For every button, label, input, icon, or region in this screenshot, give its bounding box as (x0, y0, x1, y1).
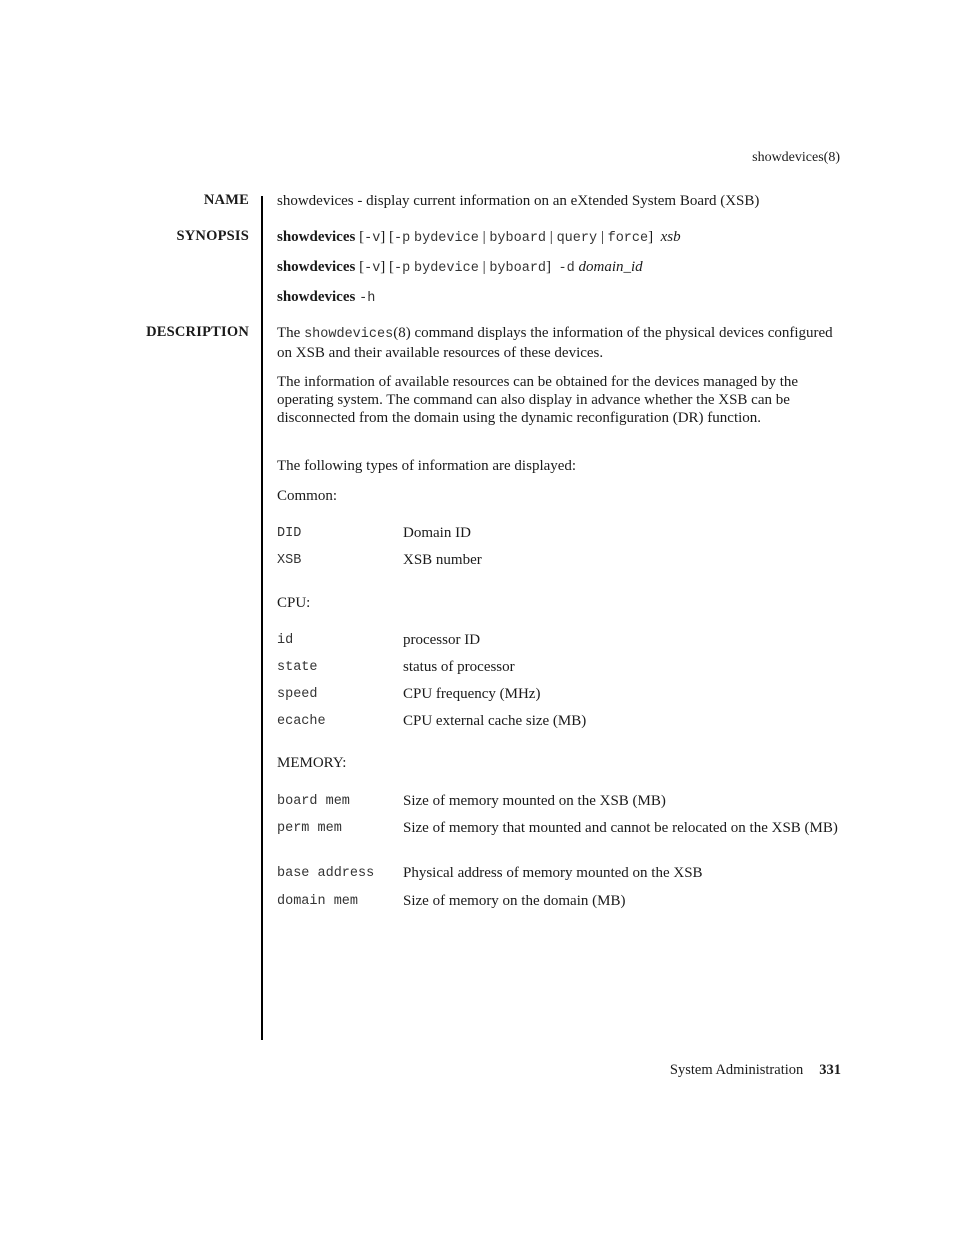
arg-xsb: xsb (660, 229, 681, 245)
definition-term: id (277, 633, 294, 648)
definition-description: CPU external cache size (MB) (403, 713, 587, 729)
definition-description: Size of memory on the domain (MB) (403, 893, 626, 909)
synopsis-text: [ (355, 259, 365, 275)
definition-description: Size of memory that mounted and cannot be relocated on the XSB (MB) (403, 820, 838, 836)
definition-term: XSB (277, 553, 302, 568)
option-d: -d (558, 261, 575, 276)
paragraph-text: (8) command displays the information of the physical devices configured on XSB and their available resources of these devices. (277, 325, 833, 361)
separator: | (478, 259, 490, 275)
synopsis-line-1 (277, 228, 843, 248)
definition-term: speed (277, 687, 318, 702)
definition-description: Size of memory mounted on the XSB (MB) (403, 793, 666, 809)
running-head: showdevices(8) (752, 150, 840, 165)
synopsis-text: ] (546, 259, 552, 275)
separator: | (546, 229, 557, 245)
synopsis-line-2 (277, 258, 843, 278)
arg-byboard: byboard (489, 261, 547, 276)
section-synopsis-label: SYNOPSIS (176, 228, 249, 244)
definition-term: state (277, 660, 318, 675)
separator: | (478, 229, 490, 245)
name-text: showdevices - display current information on an eXtended System Board (XSB) (277, 193, 760, 209)
arg-byboard: byboard (489, 231, 547, 246)
definition-term: base address (277, 866, 375, 881)
definition-description: Domain ID (403, 525, 471, 541)
arg-force: force (607, 231, 649, 246)
synopsis-command: showdevices (277, 259, 356, 275)
synopsis-text: ] [ (380, 259, 395, 275)
definition-description: Physical address of memory mounted on the XSB (403, 865, 703, 881)
definition-description: processor ID (403, 632, 481, 648)
footer-title: System Administration (669, 1062, 804, 1078)
section-description-label: DESCRIPTION (146, 324, 249, 340)
option-v: -v (364, 231, 381, 246)
arg-query: query (556, 231, 598, 246)
description-paragraph-1 (277, 324, 843, 362)
synopsis-command: showdevices (277, 289, 356, 305)
arg-bydevice: bydevice (414, 231, 479, 246)
cpu-heading: CPU: (277, 595, 311, 611)
option-h: -h (359, 291, 376, 306)
option-p: -p (394, 261, 411, 276)
definition-term: DID (277, 526, 302, 541)
arg-domain-id: domain_id (578, 259, 643, 275)
definition-term: ecache (277, 714, 326, 729)
option-v: -v (364, 261, 381, 276)
definition-term: domain mem (277, 894, 359, 909)
definition-description: status of processor (403, 659, 515, 675)
definition-term: perm mem (277, 821, 342, 836)
synopsis-line-3 (277, 288, 843, 308)
synopsis-text: [ (355, 229, 365, 245)
common-heading: Common: (277, 488, 338, 504)
synopsis-text: ] [ (380, 229, 395, 245)
command-name: showdevices (304, 327, 394, 342)
section-name-label: NAME (203, 192, 249, 208)
paragraph-text: The (277, 325, 305, 341)
definition-description: CPU frequency (MHz) (403, 686, 541, 702)
description-paragraph-3: The following types of information are displayed: (277, 458, 577, 474)
separator: | (597, 229, 608, 245)
description-paragraph-2: The information of available resources can be obtained for the devices managed by the operating system. The command can also display in advance whether the XSB can be disconnected from the domain using the dynamic reconfiguration (DR) function. (277, 374, 799, 426)
page-number: 331 (819, 1062, 841, 1078)
section-rule (261, 196, 263, 1040)
arg-bydevice: bydevice (414, 261, 479, 276)
definition-description: XSB number (403, 552, 482, 568)
option-p: -p (394, 231, 411, 246)
page-footer (670, 1062, 841, 1079)
memory-heading: MEMORY: (277, 755, 347, 771)
definition-term: board mem (277, 794, 350, 809)
synopsis-text: ] (648, 229, 654, 245)
synopsis-command: showdevices (277, 229, 356, 245)
